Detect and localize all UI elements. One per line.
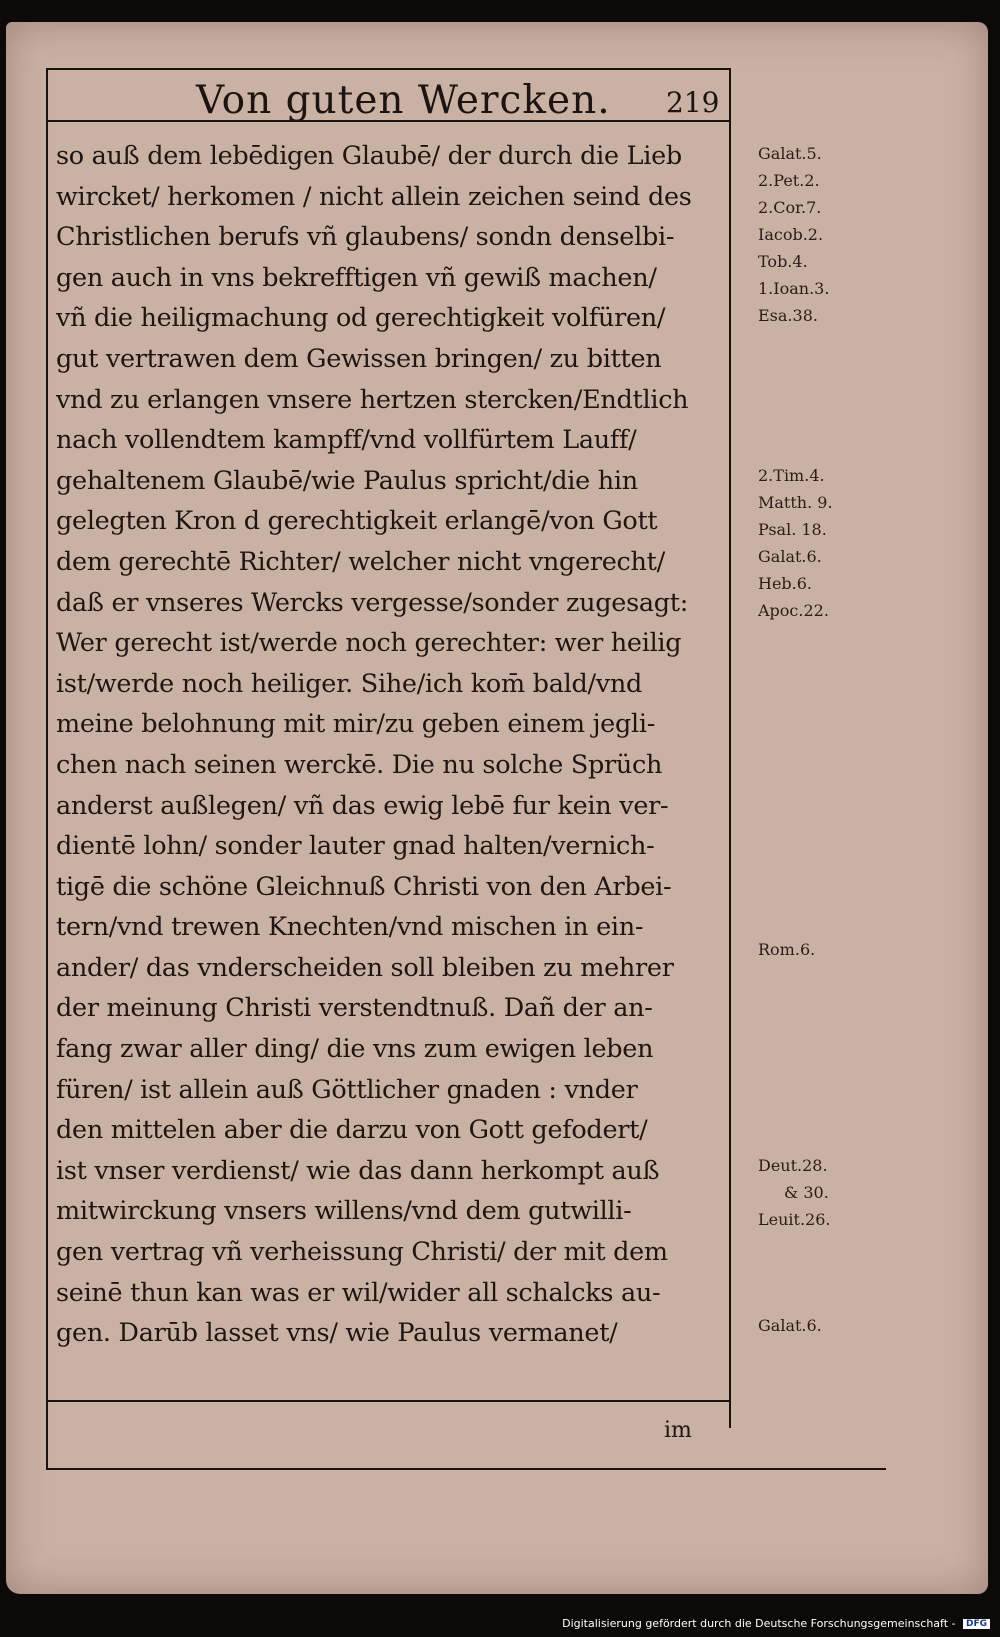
book-page (6, 22, 988, 1594)
text-line: füren/ ist allein auß Göttlicher gnaden : vnder (56, 1074, 638, 1105)
text-line: Christlichen berufs vñ glaubens/ sondn denselbi- (56, 222, 675, 253)
frame-rule-top (46, 68, 731, 70)
text-line: ist vnser verdienst/ wie das dann herkompt auß (56, 1155, 660, 1186)
text-line: mitwirckung vnsers willens/vnd dem gutwilli- (56, 1196, 632, 1227)
margin-reference: Galat.6. (758, 1316, 822, 1335)
text-line: gen auch in vns bekrefftigen vñ gewiß machen/ (56, 262, 657, 293)
margin-reference: Iacob.2. (758, 225, 824, 244)
dfg-logo: DFG (963, 1619, 990, 1629)
margin-note-group-1 (758, 140, 829, 329)
text-line: meine belohnung mit mir/zu geben einem jegli- (56, 709, 656, 740)
text-line: ander/ das vnderscheiden soll bleiben zu mehrer (56, 952, 674, 983)
margin-reference: Rom.6. (758, 940, 816, 959)
text-line: dem gerechtē Richter/ welcher nicht vngerecht/ (56, 546, 665, 577)
page-number: 219 (666, 86, 720, 119)
margin-reference: Leuit.26. (758, 1210, 831, 1229)
margin-reference: 2.Cor.7. (758, 198, 822, 217)
digitization-credit (562, 1617, 990, 1630)
text-line: wircket/ herkomen / nicht allein zeichen seind des (56, 181, 692, 212)
catchword: im (664, 1418, 692, 1443)
text-line: daß er vnseres Wercks vergesse/sonder zugesagt: (56, 587, 689, 618)
text-line: gehaltenem Glaubē/wie Paulus spricht/die hin (56, 465, 638, 496)
margin-reference: Galat.5. (758, 144, 822, 163)
frame-rule-right (729, 68, 731, 1428)
margin-reference: Galat.6. (758, 547, 822, 566)
margin-reference: Esa.38. (758, 306, 818, 325)
frame-rule-footer (46, 1468, 886, 1470)
text-line: gelegten Kron d gerechtigkeit erlangē/von Gott (56, 506, 658, 537)
text-line: chen nach seinen werckē. Die nu solche Sprüch (56, 749, 663, 780)
text-line: vñ die heiligmachung od gerechtigkeit volfüren/ (56, 303, 666, 334)
text-line: dientē lohn/ sonder lauter gnad halten/vernich- (56, 831, 655, 862)
text-line: seinē thun kan was er wil/wider all schalcks au- (56, 1277, 661, 1308)
margin-reference: Apoc.22. (758, 601, 829, 620)
frame-rule-left (46, 68, 48, 1468)
margin-reference: Tob.4. (758, 252, 808, 271)
text-line: so auß dem lebēdigen Glaubē/ der durch die Lieb (56, 141, 682, 171)
margin-reference: Heb.6. (758, 574, 813, 593)
running-title: Von guten Wercken. (196, 78, 611, 123)
text-line: Wer gerecht ist/werde noch gerechter: wer heilig (56, 628, 682, 659)
margin-reference: Matth. 9. (758, 493, 833, 512)
text-line: gen vertrag vñ verheissung Christi/ der mit dem (56, 1237, 668, 1268)
text-line: tigē die schöne Gleichnuß Christi von den Arbei- (56, 871, 672, 902)
text-line: gut vertrawen dem Gewissen bringen/ zu bitten (56, 343, 662, 374)
text-line: vnd zu erlangen vnsere hertzen stercken/Endtlich (56, 384, 689, 415)
text-line: anderst außlegen/ vñ das ewig lebē fur kein ver- (56, 790, 669, 821)
text-line: gen. Darūb lasset vns/ wie Paulus vermanet/ (56, 1318, 618, 1349)
margin-reference: & 30. (784, 1183, 829, 1202)
text-line: den mittelen aber die darzu von Gott gefodert/ (56, 1115, 648, 1146)
margin-reference: 2.Tim.4. (758, 466, 825, 485)
text-line: der meinung Christi verstendtnuß. Dañ der an- (56, 993, 653, 1024)
margin-note-group-3 (758, 936, 815, 963)
credit-text: Digitalisierung gefördert durch die Deutsche Forschungsgemeinschaft - (562, 1617, 956, 1630)
text-line: fang zwar aller ding/ die vns zum ewigen leben (56, 1034, 654, 1065)
text-line: nach vollendtem kampff/vnd vollfürtem Lauff/ (56, 425, 637, 456)
margin-note-group-5 (758, 1312, 822, 1339)
text-line: tern/vnd trewen Knechten/vnd mischen in ein- (56, 912, 644, 943)
margin-note-group-2 (758, 462, 833, 624)
margin-reference: 1.Ioan.3. (758, 279, 830, 298)
body-text (56, 136, 724, 1354)
text-line: ist/werde noch heiliger. Sihe/ich kom̄ bald/vnd (56, 668, 643, 699)
margin-reference: Deut.28. (758, 1156, 828, 1175)
margin-reference: 2.Pet.2. (758, 171, 820, 190)
margin-note-group-4 (758, 1152, 830, 1233)
frame-rule-bottom (46, 1400, 731, 1402)
margin-reference: Psal. 18. (758, 520, 827, 539)
